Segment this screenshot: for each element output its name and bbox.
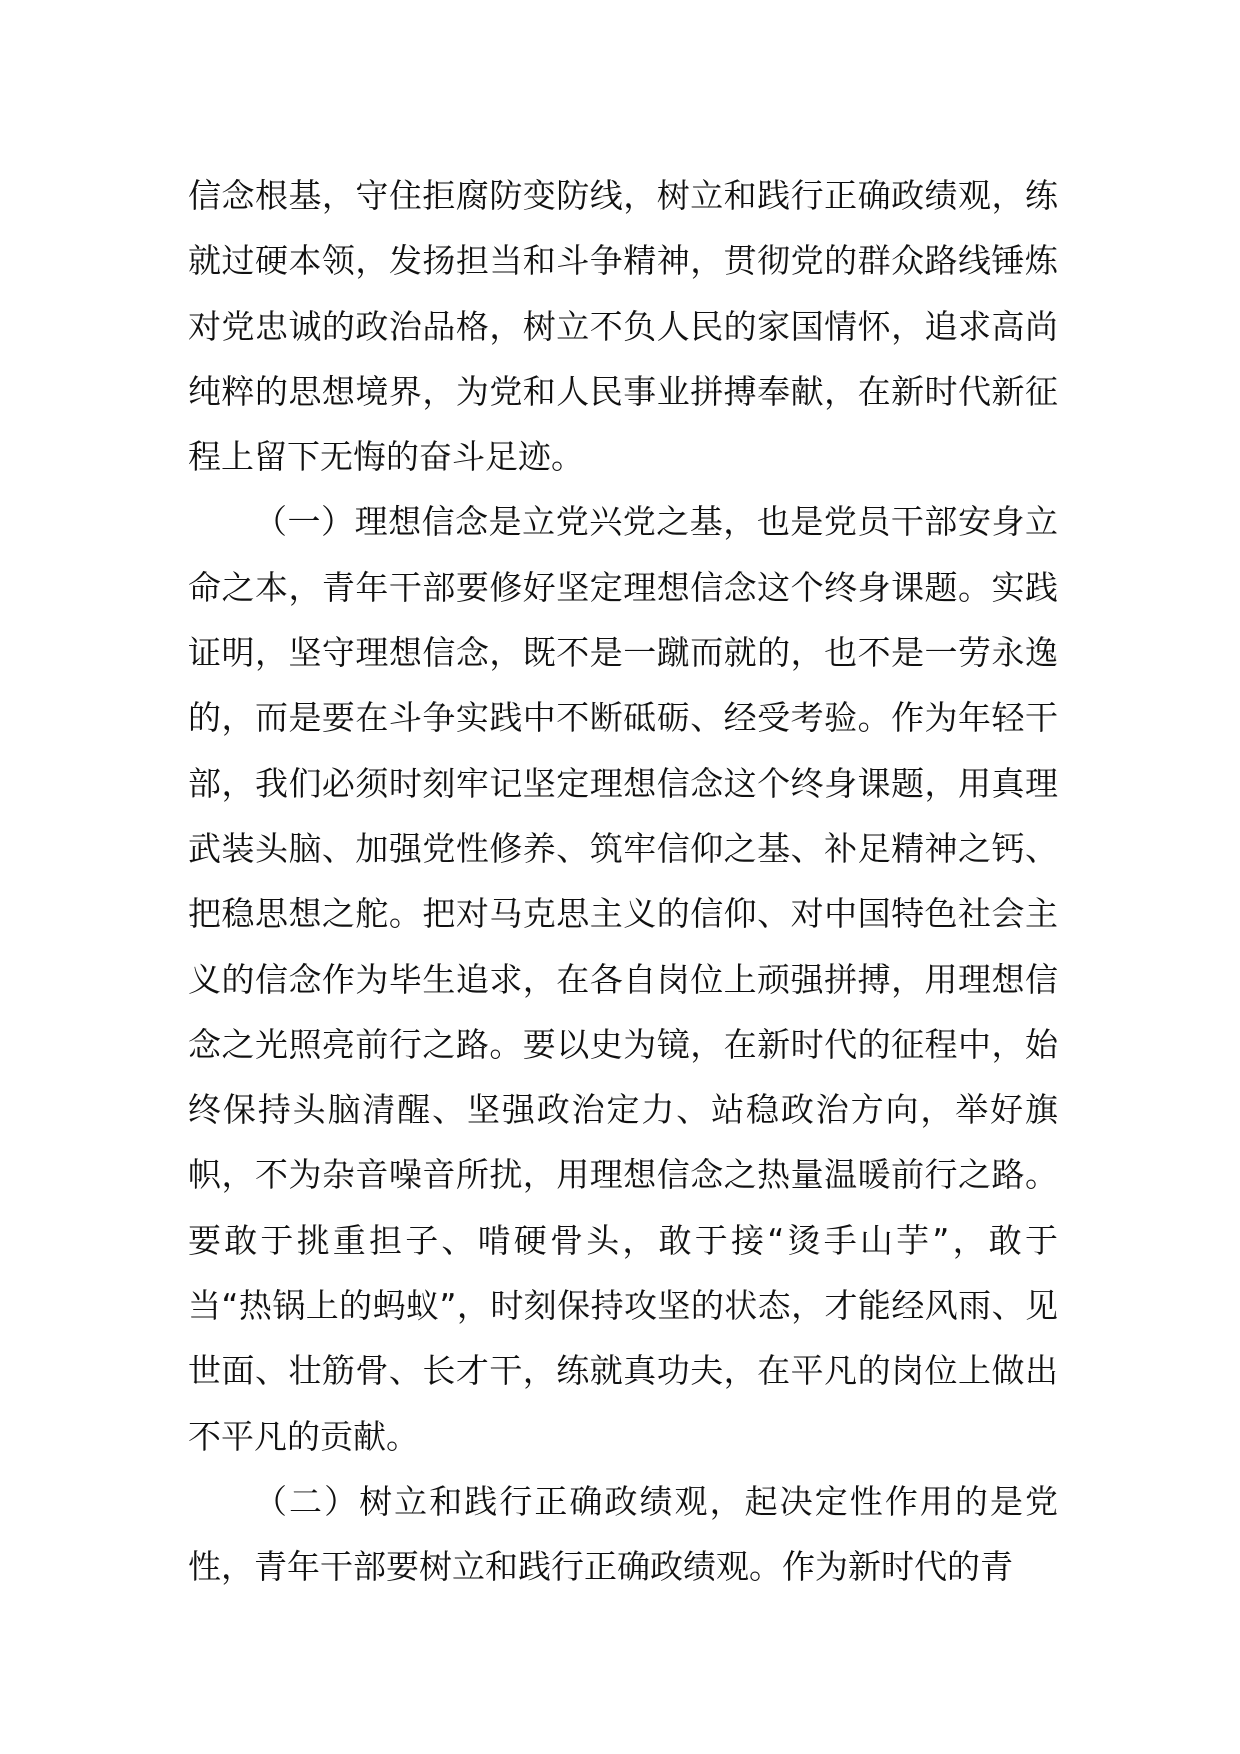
paragraph-section-one: （一）理想信念是立党兴党之基，也是党员干部安身立命之本，青年干部要修好坚定理想信念这个终身课题。实践证明，坚守理想信念，既不是一蹴而就的，也不是一劳永逸的，而是要在斗争实践中不断砥砺、经受考验。作为年轻干部，我们必须时刻牢记坚定理想信念这个终身课题，用真理武装头脑、加强党性修养、筑牢信仰之基、补足精神之钙、把稳思想之舵。把对马克思主义的信仰、对中国特色社会主义的信念作为毕生追求，在各自岗位上顽强拼搏，用理想信念之光照亮前行之路。要以史为镜，在新时代的征程中，始终保持头脑清醒、坚强政治定力、站稳政治方向，举好旗帜，不为杂音噪音所扰，用理想信念之热量温暖前行之路。要敢于挑重担子、啃硬骨头，敢于接“烫手山芋”，敢于当“热锅上的蚂蚁”，时刻保持攻坚的状态，才能经风雨、见世面、壮筋骨、长才干，练就真功夫，在平凡的岗位上做出不平凡的贡献。	[188, 502, 1058, 1456]
paragraph-continuation: 信念根基，守住拒腐防变防线，树立和践行正确政绩观，练就过硬本领，发扬担当和斗争精神，贯彻党的群众路线锤炼对党忠诚的政治品格，树立不负人民的家国情怀，追求高尚纯粹的思想境界，为党和人民事业拼搏奉献，在新时代新征程上留下无悔的奋斗足迹。	[188, 176, 1058, 477]
paragraph-section-two: （二）树立和践行正确政绩观，起决定性作用的是党性，青年干部要树立和践行正确政绩观。作为新时代的青	[188, 1481, 1058, 1587]
document-body	[188, 163, 1058, 1600]
